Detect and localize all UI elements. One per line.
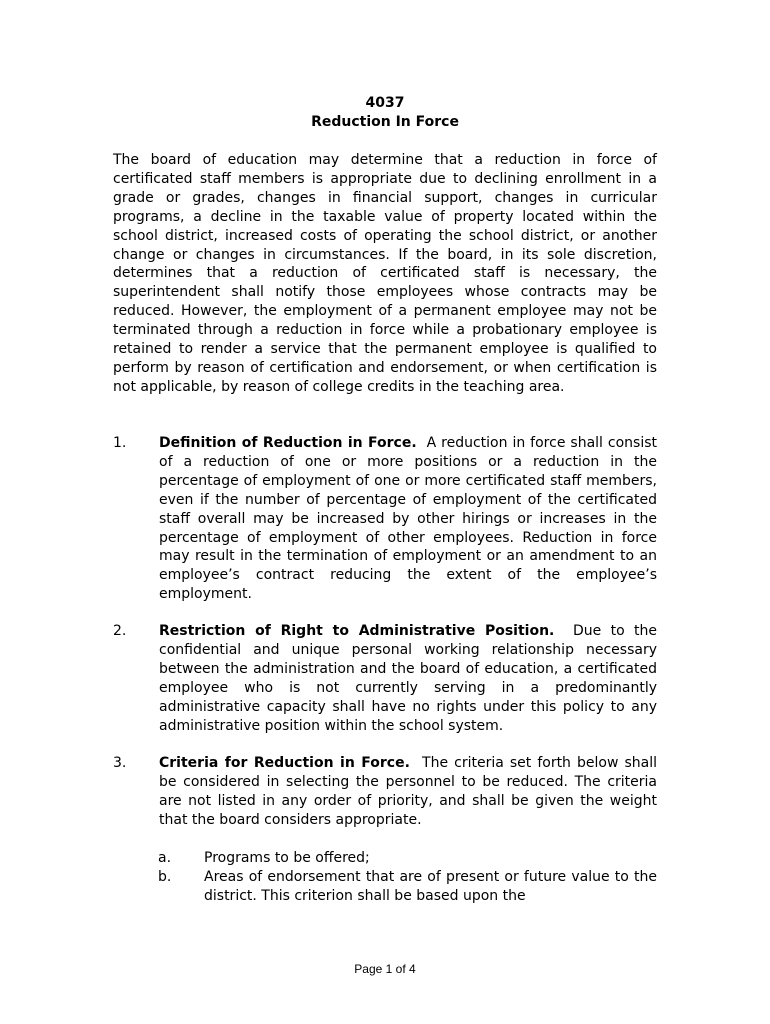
item-body xyxy=(159,434,657,604)
item-text: A reduction in force shall consist of a reduction of one or more positions or a reduction in the percentage of employment of one or more certificated staff members, even if the number of percentage of employment of the certificated staff overall may be increased by other hirings or increases in the percentage of employment of other employees. Reduction in force may result in the termination of employment or an amendment to an employee’s contract reducing the extent of the employee’s employment. xyxy=(159,435,657,603)
item-heading: Restriction of Right to Administrative Position. xyxy=(159,623,555,639)
item-number: 1. xyxy=(113,435,127,451)
policy-number: 4037 xyxy=(365,95,405,111)
list-item-1 xyxy=(113,434,657,604)
item-text: Due to the confidential and unique personal working relationship necessary between the administration and the board of education, a certificated employee who is not currently serving in a predominantly administrative capacity shall have no rights under this policy to any administrative position within the school system. xyxy=(159,623,657,734)
intro-paragraph: The board of education may determine that a reduction in force of certificated staff members is appropriate due to declining enrollment in a grade or grades, changes in financial support, changes in curricular programs, a decline in the taxable value of property located within the school district, increased costs of operating the school district, or another change or changes in circumstances. If the board, in its sole discretion, determines that a reduction of certificated staff is necessary, the superintendent shall notify those employees whose contracts may be reduced. However, the employment of a permanent employee may not be terminated through a reduction in force while a probationary employee is retained to render a service that the permanent employee is qualified to perform by reason of certification and endorsement, or when certification is not applicable, by reason of college credits in the teaching area. xyxy=(113,152,657,395)
item-number: 2. xyxy=(113,623,127,639)
page-footer: Page 1 of 4 xyxy=(354,962,416,976)
list-item-3 xyxy=(113,754,657,830)
page-title: Reduction In Force xyxy=(311,114,459,130)
item-number: 3. xyxy=(113,755,127,771)
item-text: The criteria set forth below shall be considered in selecting the personnel to be reduced. The criteria are not listed in any order of priority, and shall be given the weight that the board considers appropriate. xyxy=(159,755,657,828)
sub-item-letter: b. xyxy=(158,869,172,885)
item-heading: Definition of Reduction in Force. xyxy=(159,435,417,451)
list-item-2 xyxy=(113,622,657,735)
sub-item-text: Areas of endorsement that are of present or future value to the district. This criterion shall be based upon the xyxy=(204,869,657,904)
sub-item-letter: a. xyxy=(158,850,172,866)
item-heading: Criteria for Reduction in Force. xyxy=(159,755,410,771)
item-body xyxy=(159,622,657,735)
sub-item-text: Programs to be offered; xyxy=(204,850,370,866)
sub-item-b xyxy=(158,868,657,906)
sub-item-a xyxy=(158,849,657,868)
item-body xyxy=(159,754,657,830)
